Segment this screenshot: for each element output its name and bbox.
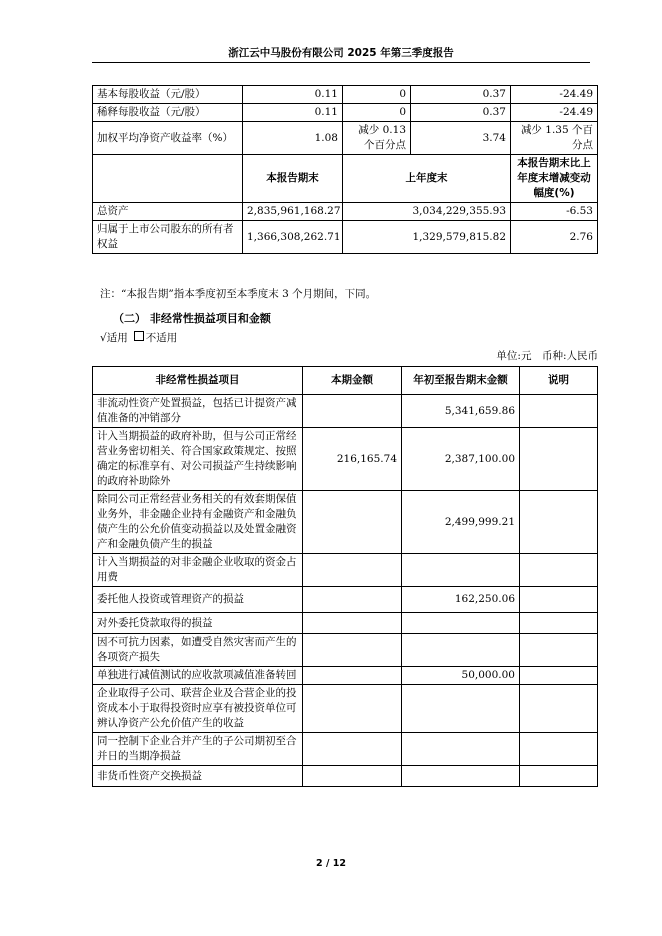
cell (303, 733, 402, 766)
col-header: 年初至报告期末金额 (402, 367, 520, 395)
cell (520, 667, 598, 685)
table-row (93, 766, 598, 787)
cell (303, 685, 402, 733)
cell (303, 634, 402, 667)
eps-table (92, 85, 598, 254)
table-row (93, 104, 598, 122)
cell (520, 634, 598, 667)
table-row (93, 613, 598, 634)
table-header-row (93, 155, 598, 203)
cell: 5,341,659.86 (402, 395, 520, 428)
cell: 0.37 (411, 86, 511, 104)
cell (303, 667, 402, 685)
item-cell: 计入当期损益的对非金融企业收取的资金占用费 (93, 554, 303, 587)
cell (402, 634, 520, 667)
table-row (93, 221, 598, 254)
item-cell: 除同公司正常经营业务相关的有效套期保值业务外，非金融企业持有金融资产和金融负债产生的公允价值变动损益以及处置金融资产和金融负债产生的损益 (93, 491, 303, 554)
col-header: 本期金额 (303, 367, 402, 395)
row-label: 加权平均净资产收益率（%） (93, 122, 243, 155)
cell: 2,499,999.21 (402, 491, 520, 554)
table-row (93, 634, 598, 667)
unit-label: 单位:元 币种:人民币 (496, 350, 598, 362)
item-cell: 同一控制下企业合并产生的子公司期初至合并日的当期净损益 (93, 733, 303, 766)
page-number: 2 / 12 (316, 858, 346, 869)
cell: -24.49 (511, 86, 598, 104)
cell: 50,000.00 (402, 667, 520, 685)
cell: 0.11 (243, 86, 343, 104)
non-recurring-table (92, 366, 598, 787)
cell (402, 733, 520, 766)
table-header-row (93, 367, 598, 395)
cell (303, 491, 402, 554)
col-header: 上年度末 (343, 155, 511, 203)
item-cell: 单独进行减值测试的应收款项减值准备转回 (93, 667, 303, 685)
cell (303, 613, 402, 634)
cell: 1,329,579,815.82 (343, 221, 511, 254)
cell (402, 766, 520, 787)
cell (303, 587, 402, 613)
table-row (93, 685, 598, 733)
cell (520, 685, 598, 733)
cell (520, 428, 598, 491)
cell (520, 395, 598, 428)
cell: 1,366,308,262.71 (243, 221, 343, 254)
cell (402, 554, 520, 587)
cell (303, 554, 402, 587)
table-row (93, 554, 598, 587)
cell (520, 491, 598, 554)
footnote: 注：“本报告期”指本季度初至本季度末 3 个月期间，下同。 (100, 288, 377, 300)
table-row (93, 733, 598, 766)
table-row (93, 491, 598, 554)
cell (520, 766, 598, 787)
cell: 1.08 (243, 122, 343, 155)
cell: 减少 0.13 个百分点 (343, 122, 411, 155)
cell: 0.37 (411, 104, 511, 122)
col-header: 非经常性损益项目 (93, 367, 303, 395)
col-header: 说明 (520, 367, 598, 395)
row-label: 归属于上市公司股东的所有者权益 (93, 221, 243, 254)
section-title: （二） 非经常性损益项目和金额 (113, 312, 271, 325)
cell (520, 587, 598, 613)
checkbox-icon (134, 331, 144, 341)
row-label: 稀释每股收益（元/股） (93, 104, 243, 122)
table-row (93, 203, 598, 221)
cell: 162,250.06 (402, 587, 520, 613)
item-cell: 因不可抗力因素，如遭受自然灾害而产生的各项资产损失 (93, 634, 303, 667)
item-cell: 对外委托贷款取得的损益 (93, 613, 303, 634)
table-row (93, 395, 598, 428)
cell (303, 766, 402, 787)
cell (520, 613, 598, 634)
cell: 减少 1.35 个百分点 (511, 122, 598, 155)
cell: 2,835,961,168.27 (243, 203, 343, 221)
item-cell: 企业取得子公司、联营企业及合营企业的投资成本小于取得投资时应享有被投资单位可辨认净资产公允价值产生的收益 (93, 685, 303, 733)
cell: -6.53 (511, 203, 598, 221)
applicable-options (100, 330, 177, 345)
col-header: 本报告期末比上年度末增减变动幅度(%) (511, 155, 598, 203)
cell: 0 (343, 86, 411, 104)
cell: 216,165.74 (303, 428, 402, 491)
cell (520, 554, 598, 587)
cell: 2,387,100.00 (402, 428, 520, 491)
table-row (93, 428, 598, 491)
row-label: 基本每股收益（元/股） (93, 86, 243, 104)
row-label: 总资产 (93, 203, 243, 221)
cell: -24.49 (511, 104, 598, 122)
cell: 3,034,229,355.93 (343, 203, 511, 221)
unchecked-option: 不适用 (145, 332, 178, 344)
cell: 3.74 (411, 122, 511, 155)
table-row (93, 122, 598, 155)
report-header: 浙江云中马股份有限公司 2025 年第三季度报告 (228, 47, 454, 59)
empty-cell (93, 155, 243, 203)
table-row (93, 587, 598, 613)
item-cell: 非货币性资产交换损益 (93, 766, 303, 787)
item-cell: 非流动性资产处置损益，包括已计提资产减值准备的冲销部分 (93, 395, 303, 428)
cell (520, 733, 598, 766)
checked-option: √适用 (100, 332, 128, 344)
table-row (93, 86, 598, 104)
item-cell: 计入当期损益的政府补助，但与公司正常经营业务密切相关、符合国家政策规定、按照确定的标准享有、对公司损益产生持续影响的政府补助除外 (93, 428, 303, 491)
cell: 0.11 (243, 104, 343, 122)
table-row (93, 667, 598, 685)
cell (402, 685, 520, 733)
cell (303, 395, 402, 428)
cell (402, 613, 520, 634)
col-header: 本报告期末 (243, 155, 343, 203)
cell: 0 (343, 104, 411, 122)
cell: 2.76 (511, 221, 598, 254)
header-rule (92, 62, 590, 63)
item-cell: 委托他人投资或管理资产的损益 (93, 587, 303, 613)
